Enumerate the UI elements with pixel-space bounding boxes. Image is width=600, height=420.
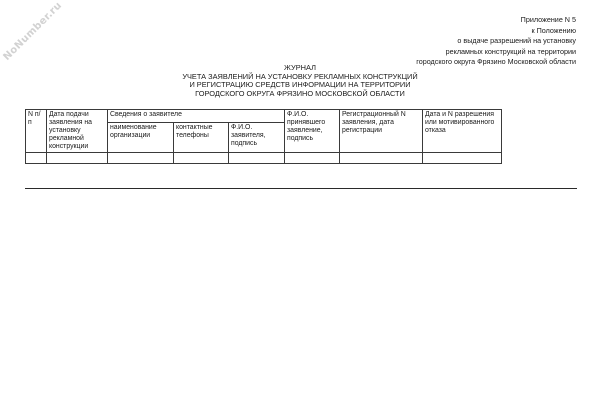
header-cell-applicant-group: Сведения о заявителе: [108, 110, 285, 123]
header-cell-receiver-fio: Ф.И.О. принявшего заявление, подпись: [285, 110, 340, 153]
title-line: ГОРОДСКОГО ОКРУГА ФРЯЗИНО МОСКОВСКОЙ ОБЛАСТИ: [195, 88, 405, 98]
header-cell-permit: Дата и N разрешения или мотивированного отказа: [423, 110, 502, 153]
annex-line: к Положению: [531, 25, 576, 35]
table-cell: [174, 153, 229, 164]
title-line: УЧЕТА ЗАЯВЛЕНИЙ НА УСТАНОВКУ РЕКЛАМНЫХ КОНСТРУКЦИЙ: [182, 71, 418, 81]
table-row: [26, 153, 502, 164]
header-cell-number: N п/п: [26, 110, 47, 153]
title-line: ЖУРНАЛ: [284, 63, 316, 72]
header-cell-date: Дата подачи заявления на установку рекламной конструкции: [47, 110, 108, 153]
watermark-text: NoNumber.ru: [1, 0, 65, 63]
table-cell: [423, 153, 502, 164]
journal-table: [25, 109, 502, 164]
table-cell: [26, 153, 47, 164]
annex-line: Приложение N 5: [520, 15, 576, 24]
annex-block: [416, 15, 576, 68]
document-title: [0, 64, 600, 98]
annex-line: рекламных конструкций на территории: [445, 46, 576, 56]
annex-line: городского округа Фрязино Московской области: [416, 57, 576, 67]
header-cell-registration-number: Регистрационный N заявления, дата регистрации: [340, 110, 423, 153]
bottom-divider: [25, 188, 577, 189]
table-cell: [340, 153, 423, 164]
table-cell: [47, 153, 108, 164]
header-cell-org-name: наименование организации: [108, 122, 174, 153]
header-cell-applicant-fio: Ф.И.О. заявителя, подпись: [229, 122, 285, 153]
header-cell-phones: контактные телефоны: [174, 122, 229, 153]
table-cell: [108, 153, 174, 164]
annex-line: о выдаче разрешений на установку: [457, 36, 576, 46]
table-header-row: [26, 110, 502, 123]
table-cell: [229, 153, 285, 164]
title-line: И РЕГИСТРАЦИЮ СРЕДСТВ ИНФОРМАЦИИ НА ТЕРРИТОРИИ: [189, 80, 411, 90]
table-cell: [285, 153, 340, 164]
